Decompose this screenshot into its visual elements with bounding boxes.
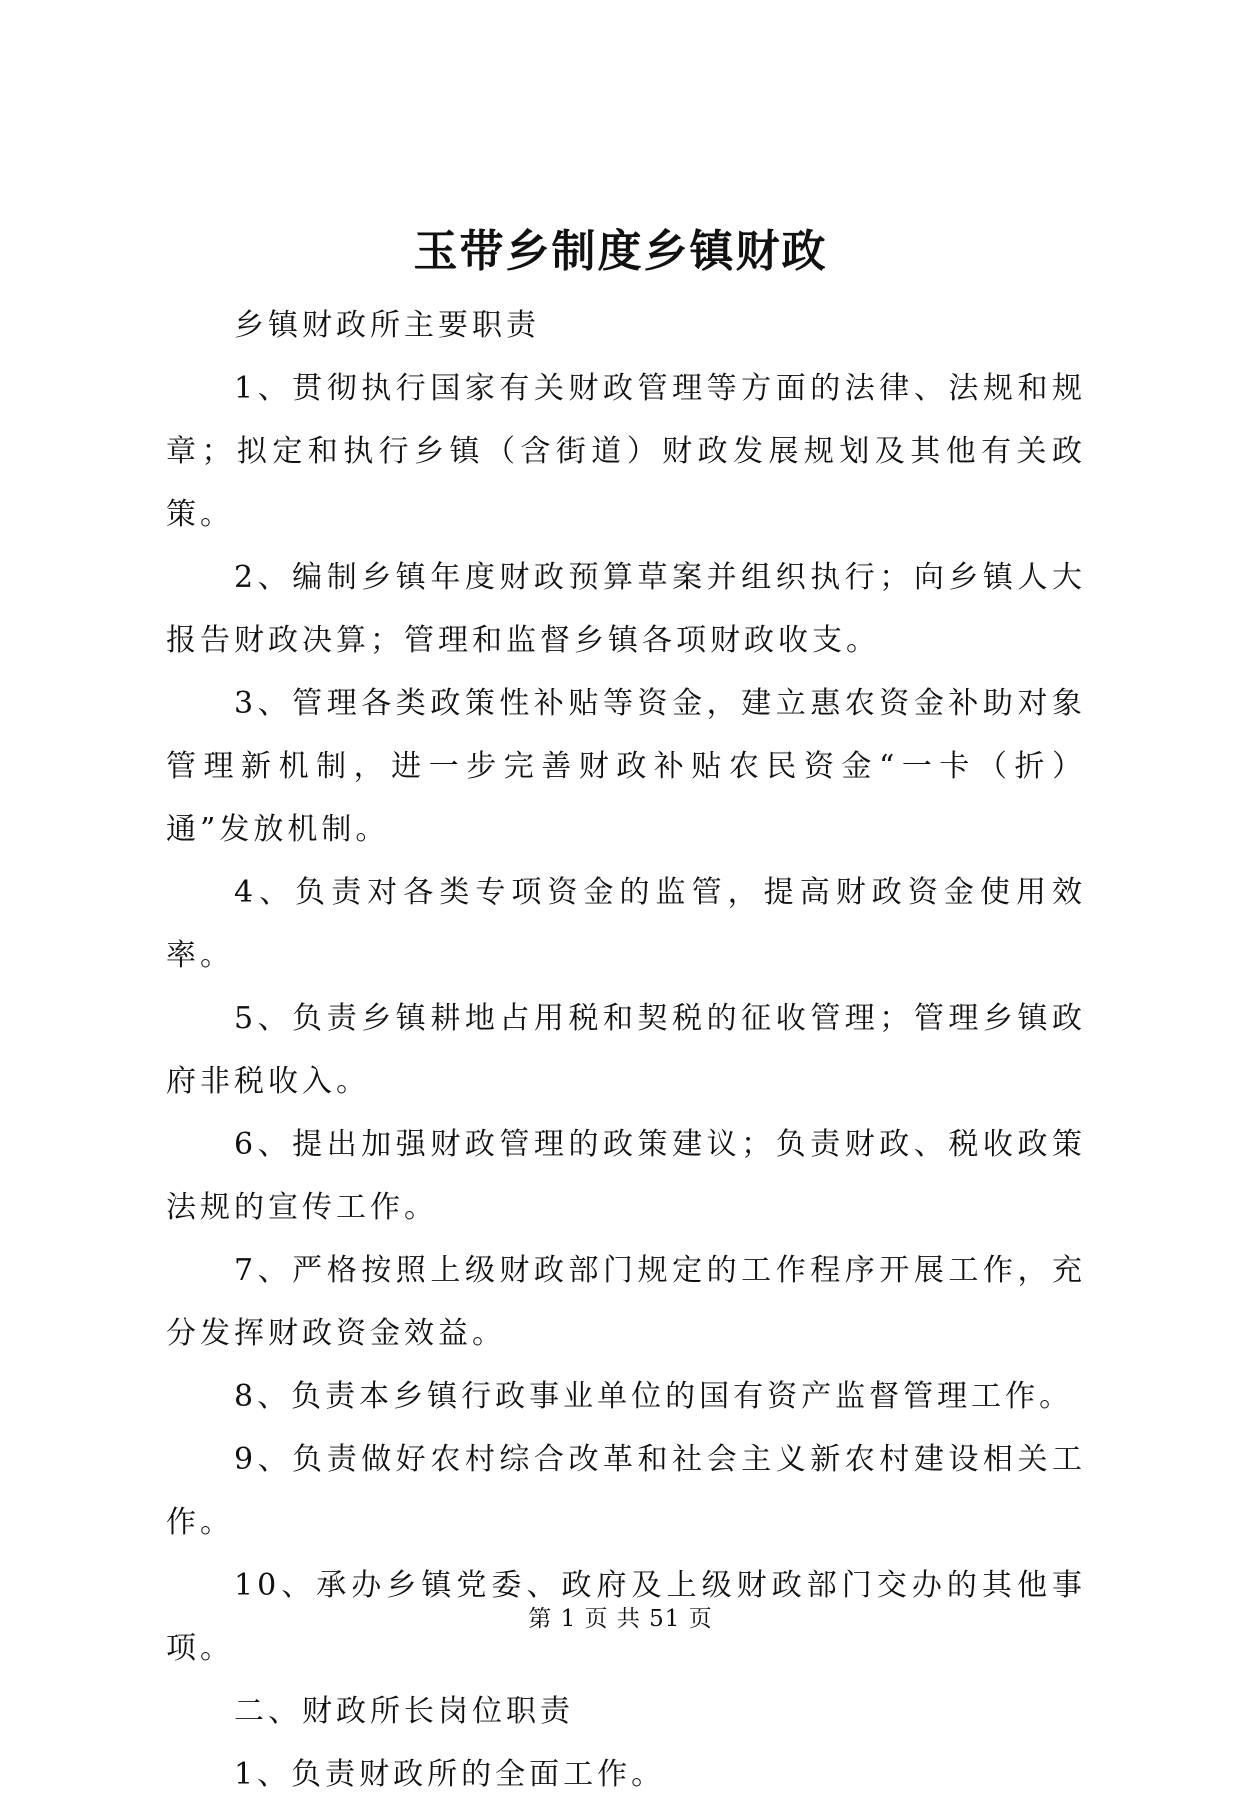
duty-item-3: 3、管理各类政策性补贴等资金，建立惠农资金补助对象管理新机制，进一步完善财政补贴农民资金“一卡（折）通”发放机制。 xyxy=(166,686,1086,847)
document-title: 玉带乡制度乡镇财政 xyxy=(413,226,828,277)
duty-item-6: 6、提出加强财政管理的政策建议；负责财政、税收政策法规的宣传工作。 xyxy=(166,1127,1086,1225)
director-item-1: 1、负责财政所的全面工作。 xyxy=(234,1757,666,1792)
duty-item-5: 5、负责乡镇耕地占用税和契税的征收管理；管理乡镇政府非税收入。 xyxy=(166,1001,1086,1099)
duty-item-8: 8、负责本乡镇行政事业单位的国有资产监督管理工作。 xyxy=(234,1379,1074,1414)
duty-item-1: 1、贯彻执行国家有关财政管理等方面的法律、法规和规章；拟定和执行乡镇（含街道）财政发展规划及其他有关政策。 xyxy=(166,371,1086,532)
page-footer: 第 1 页 共 51 页 xyxy=(528,1606,713,1632)
section-heading-duties: 乡镇财政所主要职责 xyxy=(234,308,540,343)
section-heading-director: 二、财政所长岗位职责 xyxy=(234,1694,574,1729)
duty-item-7: 7、严格按照上级财政部门规定的工作程序开展工作，充分发挥财政资金效益。 xyxy=(166,1253,1086,1351)
document-body xyxy=(166,294,1086,1806)
duty-item-9: 9、负责做好农村综合改革和社会主义新农村建设相关工作。 xyxy=(166,1442,1086,1540)
duty-item-10: 10、承办乡镇党委、政府及上级财政部门交办的其他事项。 xyxy=(166,1568,1086,1666)
duty-item-2: 2、编制乡镇年度财政预算草案并组织执行；向乡镇人大报告财政决算；管理和监督乡镇各项财政收支。 xyxy=(166,560,1086,658)
duty-item-4: 4、负责对各类专项资金的监管，提高财政资金使用效率。 xyxy=(166,875,1086,973)
